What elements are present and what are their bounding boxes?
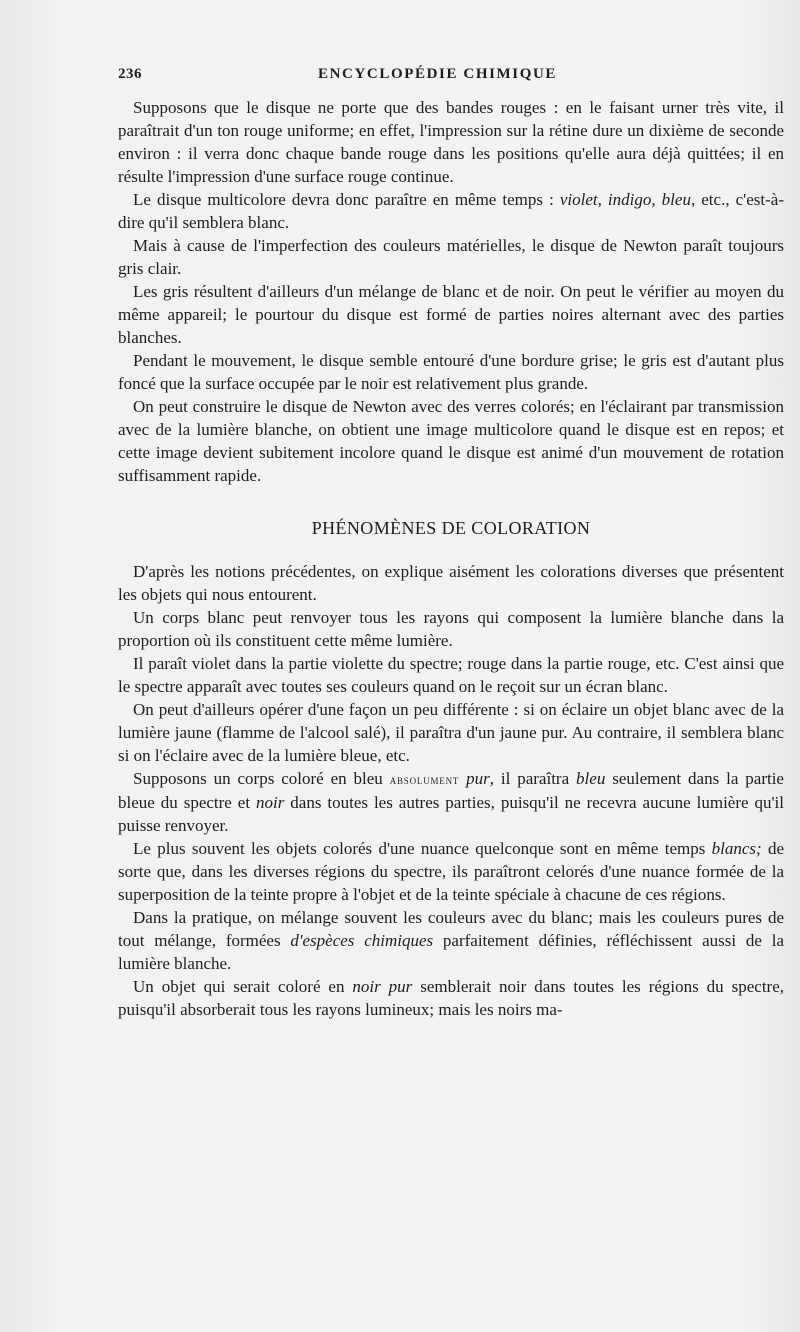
page-header — [118, 66, 784, 90]
paragraph: Supposons que le disque ne porte que des bandes rouges : en le faisant urner très vite, il paraîtrait d'un ton rouge uniforme; en effet, l'impression sur la rétine dure un dixième de seconde environ : il verra donc chaque bande rouge dans les positions qu'elle aura déjà quittées; il en résulte l'impression d'une surface rouge continue. — [118, 98, 784, 186]
text-run: semblerait noir dans toutes les régions du spectre, puisqu'il absorberait tous les rayons lumineux; mais les noirs ma- — [118, 977, 784, 1019]
text-run: Dans la pratique, on mélange souvent les couleurs avec du blanc; mais les couleurs pures de tout mélange, formées — [118, 908, 784, 950]
italic-text: noir pur — [352, 977, 413, 996]
text-run: , il paraîtra — [489, 769, 577, 788]
paragraph — [118, 906, 784, 975]
italic-text: bleu — [576, 769, 606, 788]
paragraph: On peut d'ailleurs opérer d'une façon un peu différente : si on éclaire un objet blanc avec de la lumière jaune (flamme de l'alcool salé), il paraîtra d'un jaune pur. Au contraire, il semblera blanc si on l'éclaire avec de la lumière bleue, etc. — [118, 700, 784, 765]
small-caps-text: absolument — [389, 772, 460, 787]
paragraph — [118, 767, 784, 837]
italic-text: pur — [459, 769, 490, 788]
paragraph: Pendant le mouvement, le disque semble entouré d'une bordure grise; le gris est d'autant plus foncé que la surface occupée par le noir est relativement plus grande. — [118, 351, 784, 393]
text-run: Supposons un corps coloré en bleu — [133, 769, 390, 788]
running-title: ENCYCLOPÉDIE CHIMIQUE — [318, 66, 558, 82]
text-run: parfaitement définies, réfléchissent aussi de la lumière blanche. — [118, 931, 784, 973]
paragraph: Mais à cause de l'imperfection des couleurs matérielles, le disque de Newton paraît toujours gris clair. — [118, 236, 784, 278]
text-run: dans toutes les autres parties, puisqu'il ne recevra aucune lumière qu'il puisse renvoyer. — [118, 793, 784, 835]
italic-text: blancs; — [711, 839, 762, 858]
paragraph: D'après les notions précédentes, on explique aisément les colorations diverses que présentent les objets qui nous entourent. — [118, 562, 784, 604]
paragraph: On peut construire le disque de Newton avec des verres colorés; en l'éclairant par transmission avec de la lumière blanche, on obtient une image multicolore quand le disque est en repos; et cette image devient subitement incolore quand le disque est animé d'un mouvement de rotation suffisamment rapide. — [118, 397, 784, 485]
italic-text: d'espèces chimiques — [290, 931, 434, 950]
page-number: 236 — [118, 66, 142, 82]
paragraph: Les gris résultent d'ailleurs d'un mélange de blanc et de noir. On peut le vérifier au moyen du même appareil; le pourtour du disque est formé de parties noires alternant avec des parties blanches. — [118, 282, 784, 347]
text-run: Le plus souvent les objets colorés d'une nuance quelconque sont en même temps — [133, 839, 712, 858]
paragraph: Un corps blanc peut renvoyer tous les rayons qui composent la lumière blanche dans la proportion où ils constituent cette même lumière. — [118, 608, 784, 650]
paragraph — [118, 837, 784, 906]
text-run: seulement dans la partie bleue du spectre et — [118, 769, 784, 812]
italic-text: noir — [256, 793, 285, 812]
text-run: Un objet qui serait coloré en — [133, 977, 353, 996]
paragraph: Il paraît violet dans la partie violette du spectre; rouge dans la partie rouge, etc. C'est ainsi que le spectre apparaît avec toutes ses couleurs quand on le reçoit sur un écran blanc. — [118, 654, 784, 696]
text-run: de sorte que, dans les diverses régions du spectre, ils paraîtront celorés d'une nuance formée de la superposition de la teinte propre à l'objet et de la teinte spéciale à chacune de ces régions. — [118, 839, 785, 904]
section-title: PHÉNOMÈNES DE COLORATION — [311, 518, 591, 538]
paragraph — [118, 975, 784, 1021]
body-text — [118, 96, 784, 1021]
paragraph: Le disque multicolore devra donc paraître en même temps : violet, indigo, bleu, etc., c'est-à-dire qu'il semblera blanc. — [118, 190, 784, 232]
